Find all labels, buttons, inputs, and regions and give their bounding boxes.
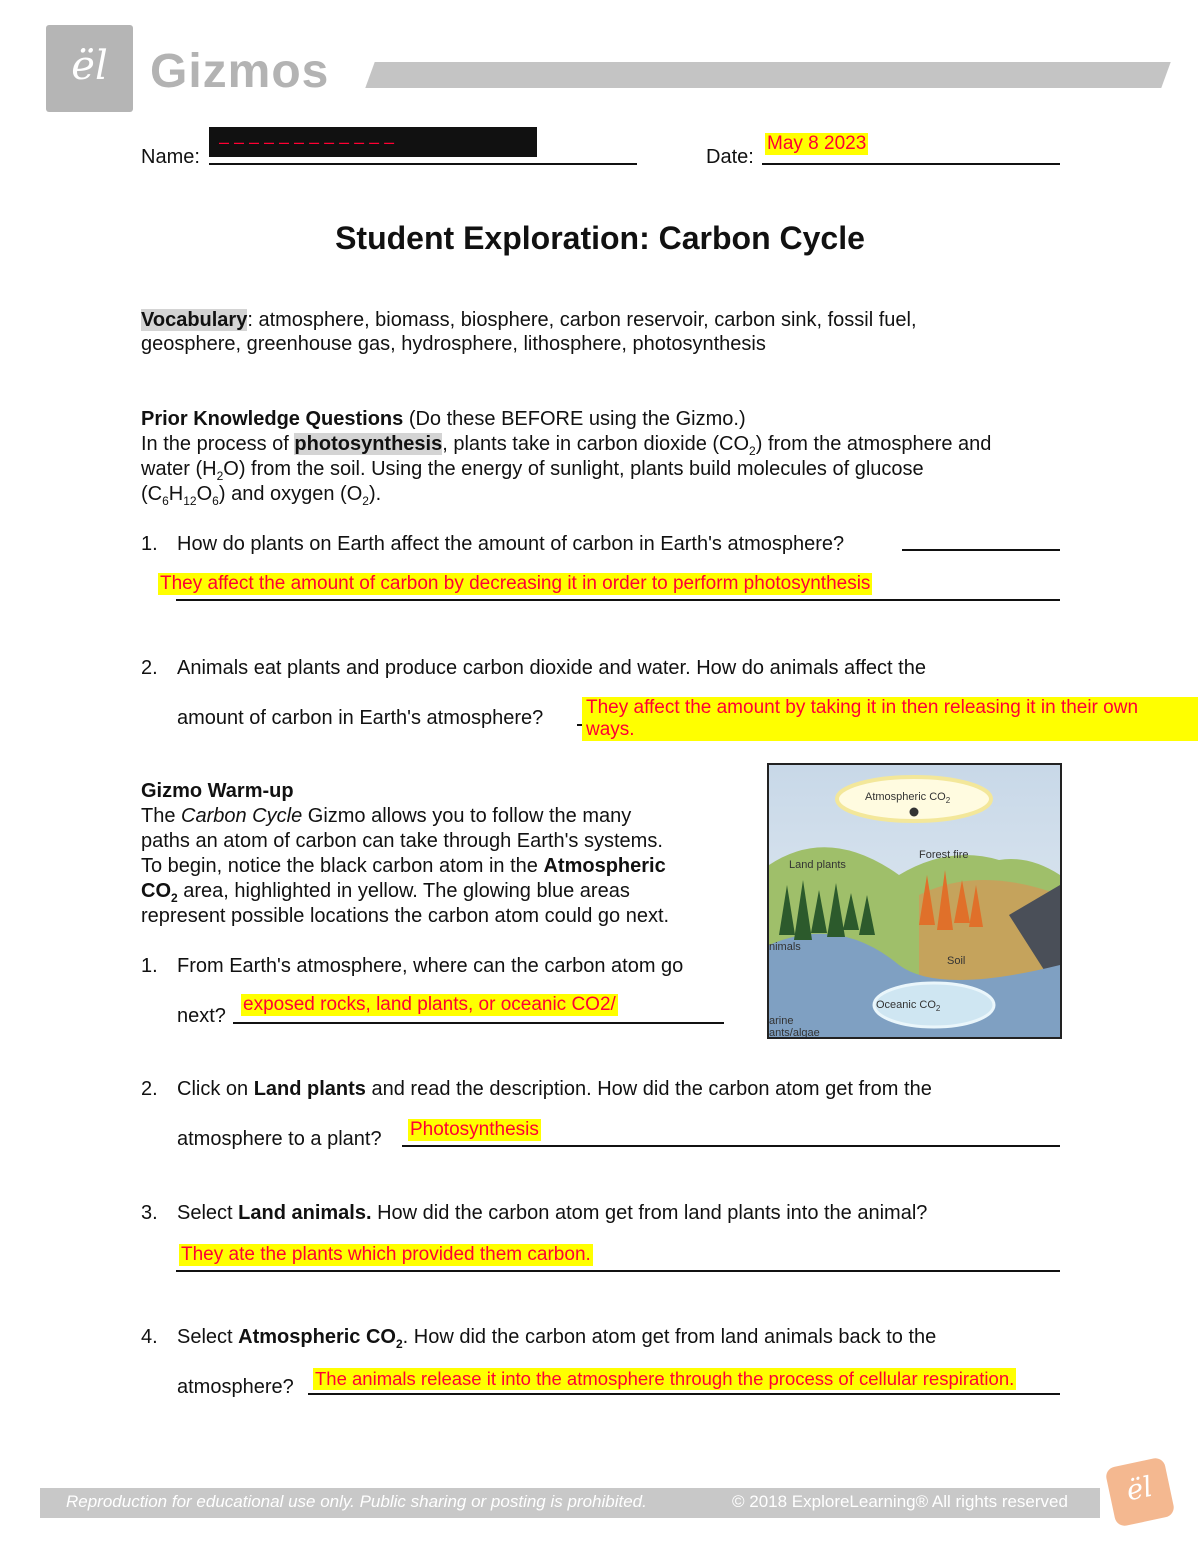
name-field[interactable] [209, 163, 637, 165]
subscript: 2 [395, 1337, 403, 1351]
subscript: 2 [216, 469, 224, 483]
label-text: Atmospheric CO [865, 791, 946, 803]
answer-line[interactable] [402, 1145, 1060, 1147]
subscript: 2 [945, 796, 951, 806]
warmup-line-1 [141, 804, 631, 829]
text: area, highlighted in yellow. The glowing blue areas [177, 880, 630, 902]
subscript: 2 [171, 891, 178, 905]
answer-line [902, 549, 1060, 551]
term-land-plants: Land plants [253, 1078, 366, 1100]
prior-note: (Do these BEFORE using the Gizmo.) [403, 408, 746, 430]
carbon-cycle-gizmo-image [767, 763, 1062, 1039]
prior-paragraph-line-3 [141, 482, 381, 514]
text: The [141, 805, 182, 827]
term-land-animals: Land animals. [238, 1202, 372, 1224]
text: How did the carbon atom get from land plants into the animal? [371, 1202, 928, 1224]
text: To begin, notice the black carbon atom in the [141, 855, 544, 877]
name-label: Name: [141, 146, 200, 168]
text: ). [368, 483, 382, 505]
text: H [168, 483, 184, 505]
date-field[interactable] [762, 163, 1060, 165]
text: Select [177, 1202, 239, 1224]
footer-copyright: © 2018 ExploreLearning® All rights reserved [732, 1492, 1068, 1511]
text: and read the description. How did the carbon atom get from the [365, 1078, 932, 1100]
animals-label: nimals [769, 941, 801, 953]
question-number: 1. [141, 533, 158, 555]
answer-line-2: ways. [586, 719, 635, 740]
answer-line[interactable] [176, 1270, 1060, 1272]
question-number: 1. [141, 955, 158, 977]
prior-heading-line [141, 407, 746, 432]
term-atmospheric: Atmospheric [543, 855, 666, 877]
warmup-question-3 [141, 1201, 927, 1226]
text: Gizmo allows you to follow the many [302, 805, 632, 827]
warmup-heading: Gizmo Warm-up [141, 780, 294, 802]
header-bar [365, 62, 1170, 88]
warmup-question-2-cont: atmosphere to a plant? [177, 1128, 382, 1150]
warmup-answer-1: exposed rocks, land plants, or oceanic CO2/ [243, 994, 616, 1015]
subscript: 6 [212, 494, 219, 508]
question-text: Animals eat plants and produce carbon dioxide and water. How do animals affect the [177, 657, 926, 679]
marine-label-2: ants/algae [769, 1027, 820, 1039]
text: water (H [141, 458, 217, 480]
warmup-question-2 [141, 1077, 932, 1102]
text: O [196, 483, 213, 505]
land-plants-label: Land plants [789, 859, 846, 871]
warmup-answer-4: The animals release it into the atmosphere through the process of cellular respiration. [315, 1368, 1015, 1389]
text: (C [141, 483, 163, 505]
term-atmospheric-co2: Atmospheric CO [238, 1326, 396, 1348]
term-co2: CO [141, 880, 171, 902]
warmup-line-3 [141, 854, 666, 879]
vocabulary-line-1 [141, 308, 917, 333]
subscript: 2 [749, 444, 756, 458]
warmup-question-1 [141, 954, 683, 979]
footer-notice: Reproduction for educational use only. Public sharing or posting is prohibited. [66, 1492, 647, 1511]
prior-heading: Prior Knowledge Questions [141, 408, 404, 430]
warmup-answer-3: They ate the plants which provided them carbon. [181, 1244, 591, 1265]
forest-fire-label: Forest fire [919, 849, 969, 861]
question-number: 2. [141, 1078, 158, 1100]
answer-line[interactable] [233, 1022, 724, 1024]
prior-question-1 [141, 532, 844, 557]
marine-label-1: arine [769, 1015, 794, 1027]
text: , plants take in carbon dioxide (CO [442, 433, 750, 455]
explorelearning-logo [1104, 1456, 1175, 1527]
vocabulary-label: Vocabulary [141, 309, 248, 331]
answer-line-1: They affect the amount by taking it in then releasing it in their own [586, 697, 1139, 718]
prior-question-2-cont: amount of carbon in Earth's atmosphere? [177, 707, 544, 729]
logo-glyph: ël [71, 43, 108, 89]
atmospheric-label [865, 791, 950, 805]
text: Select [177, 1326, 239, 1348]
subscript: 12 [183, 494, 197, 508]
vocabulary-line-2: geosphere, greenhouse gas, hydrosphere, lithosphere, photosynthesis [141, 333, 766, 355]
brand-name: Gizmos [150, 45, 330, 98]
prior-answer-1: They affect the amount of carbon by decreasing it in order to perform photosynthesis [160, 573, 871, 594]
text: ) and oxygen (O [218, 483, 363, 505]
name-redaction: – – – – – – – – – – – – [209, 127, 537, 157]
gizmo-name: Carbon Cycle [181, 805, 303, 827]
question-number: 3. [141, 1202, 158, 1224]
text: O) from the soil. Using the energy of sunlight, plants build molecules of glucose [223, 458, 924, 480]
text: . How did the carbon atom get from land animals back to the [402, 1326, 937, 1348]
prior-question-2 [141, 656, 926, 681]
text: ) from the atmosphere and [755, 433, 992, 455]
subscript: 2 [362, 494, 369, 508]
subscript: 6 [162, 494, 169, 508]
gizmos-logo [46, 25, 133, 112]
question-text: How do plants on Earth affect the amount of carbon in Earth's atmosphere? [177, 533, 845, 555]
text: In the process of [141, 433, 295, 455]
prior-answer-2 [582, 697, 1198, 741]
date-label: Date: [706, 146, 754, 168]
vocabulary-terms-1: : atmosphere, biomass, biosphere, carbon reservoir, carbon sink, fossil fuel, [247, 309, 917, 331]
subscript: 2 [935, 1004, 941, 1014]
warmup-question-4-cont: atmosphere? [177, 1376, 294, 1398]
oceanic-label [876, 999, 940, 1013]
question-text: From Earth's atmosphere, where can the carbon atom go [177, 955, 684, 977]
text: Click on [177, 1078, 254, 1100]
soil-label: Soil [947, 955, 966, 967]
warmup-line-5: represent possible locations the carbon atom could go next. [141, 905, 670, 927]
question-number: 4. [141, 1326, 158, 1348]
page-title: Student Exploration: Carbon Cycle [335, 220, 865, 256]
warmup-question-1-cont: next? [177, 1005, 226, 1027]
question-number: 2. [141, 657, 158, 679]
warmup-question-4 [141, 1325, 936, 1357]
warmup-line-2: paths an atom of carbon can take through Earth's systems. [141, 830, 663, 852]
logo-glyph: ël [1123, 1469, 1156, 1508]
answer-line[interactable] [176, 599, 1060, 601]
term-photosynthesis: photosynthesis [294, 433, 443, 455]
warmup-answer-2: Photosynthesis [410, 1119, 539, 1140]
answer-line[interactable] [308, 1393, 1060, 1395]
label-text: Oceanic CO [876, 999, 936, 1011]
date-value: May 8 2023 [767, 133, 867, 154]
